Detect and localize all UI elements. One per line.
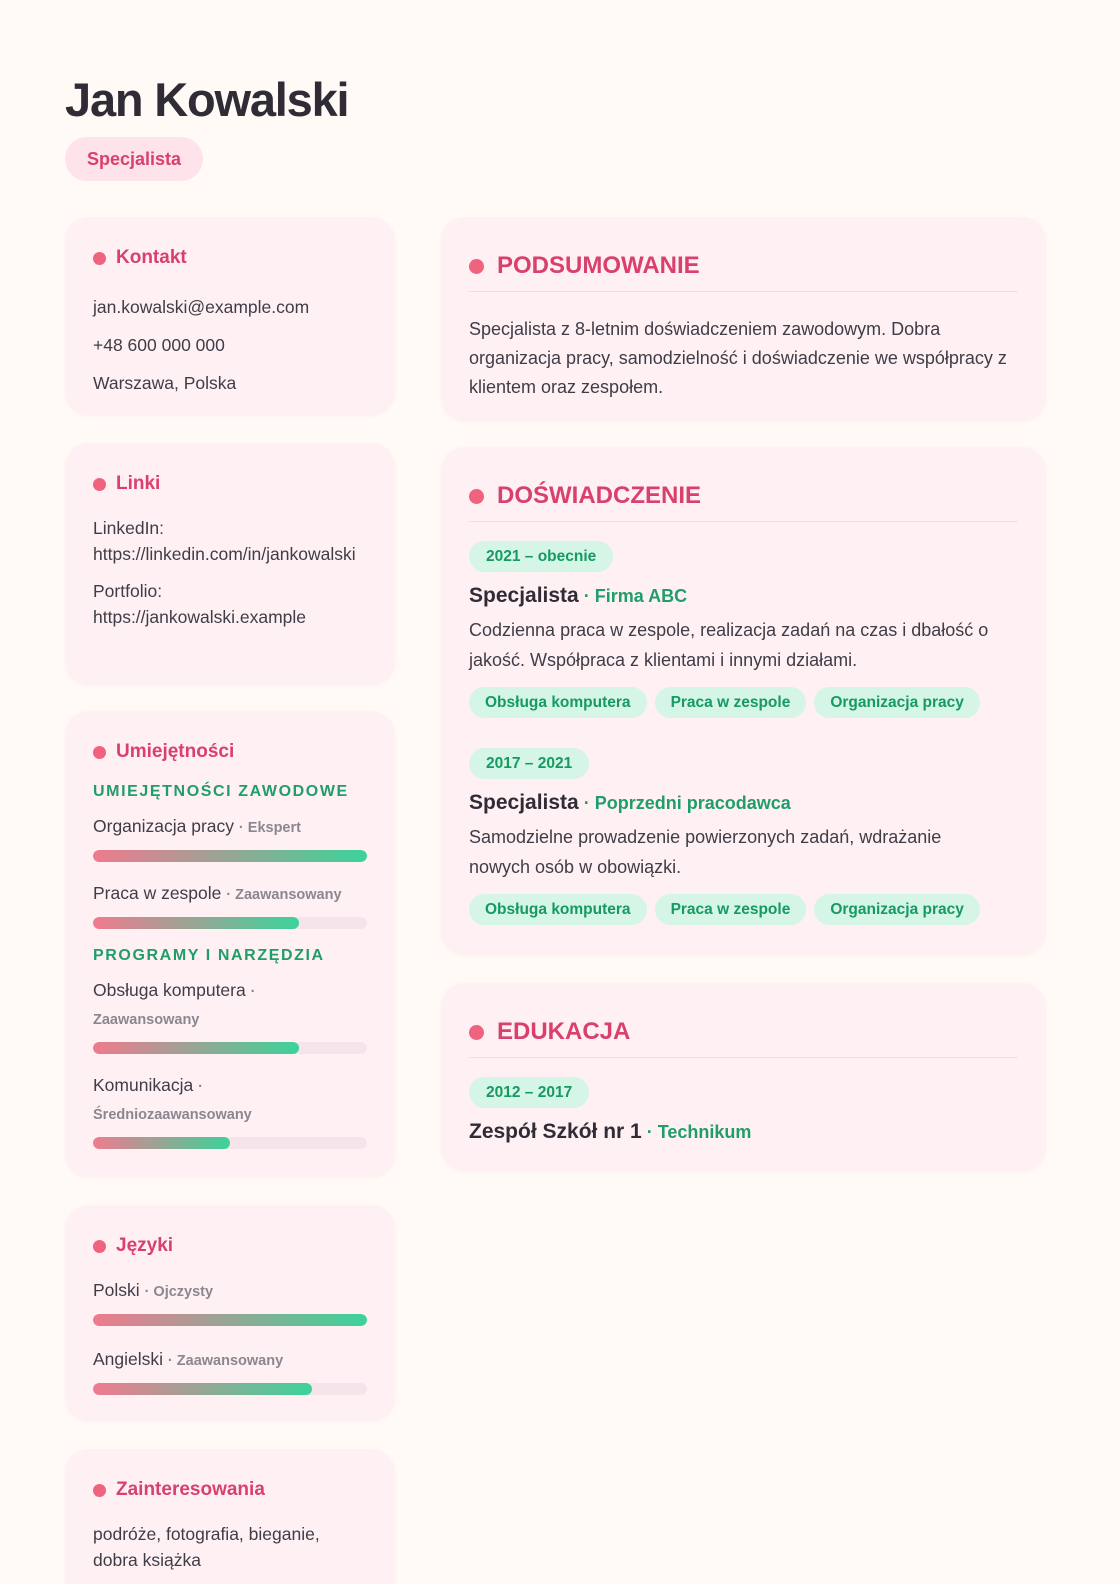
skill-name: Organizacja pracy <box>93 816 235 836</box>
languages-card <box>65 1205 395 1421</box>
skill-level: · Ekspert <box>238 820 301 836</box>
job-position: Specjalista <box>469 584 579 607</box>
divider <box>469 1057 1018 1058</box>
language-level: · Ojczysty <box>144 1284 214 1300</box>
contact-heading <box>93 245 367 271</box>
skill-item <box>93 1072 367 1149</box>
links-card <box>65 443 395 685</box>
interests-heading <box>93 1477 367 1503</box>
education-card <box>441 983 1046 1171</box>
skill-bar-fill <box>93 850 367 862</box>
languages-heading <box>93 1233 367 1259</box>
education-heading-line <box>469 1119 1018 1145</box>
divider <box>469 291 1018 292</box>
language-item <box>93 1277 367 1326</box>
education-type: · Technikum <box>641 1122 752 1142</box>
experience-card <box>441 447 1046 955</box>
skill-bar <box>93 1137 367 1149</box>
summary-heading <box>469 251 1018 281</box>
job-company: · Firma ABC <box>578 586 688 606</box>
job-heading <box>469 790 1018 816</box>
languages-title: Języki <box>116 1235 174 1256</box>
language-name: Angielski <box>93 1349 164 1369</box>
role-badge: Specjalista <box>65 137 203 181</box>
link-url[interactable]: https://linkedin.com/in/jankowalski <box>93 544 356 564</box>
skills-card <box>65 711 395 1177</box>
bullet-dot-icon <box>469 259 484 274</box>
link-linkedin[interactable] <box>93 515 367 567</box>
job-tags <box>469 687 1018 718</box>
skill-bar-fill <box>93 1137 230 1149</box>
job-position: Specjalista <box>469 791 579 814</box>
summary-card <box>441 217 1046 421</box>
bullet-dot-icon <box>469 1025 484 1040</box>
skills-title: Umiejętności <box>116 741 235 762</box>
link-label: LinkedIn: <box>93 518 165 538</box>
summary-text: Specjalista z 8-letnim doświadczeniem zawodowym. Dobra organizacja pracy, samodzielność i doświadczenie we współpracy z klientem oraz zespołem. <box>469 319 1007 397</box>
skill-bar <box>93 850 367 862</box>
skill-item <box>93 977 367 1054</box>
skill-name: Obsługa komputera <box>93 980 246 1000</box>
language-level: · Zaawansowany <box>167 1353 284 1369</box>
bullet-dot-icon <box>469 489 484 504</box>
skill-tag: Organizacja pracy <box>814 894 980 925</box>
language-bar-fill <box>93 1314 367 1326</box>
skill-item <box>93 813 367 862</box>
bullet-dot-icon <box>93 746 106 759</box>
links-title: Linki <box>116 473 161 494</box>
summary-title: PODSUMOWANIE <box>497 252 700 279</box>
skill-bar <box>93 1042 367 1054</box>
interests-card <box>65 1449 395 1584</box>
skill-bar-fill <box>93 1042 299 1054</box>
contact-card <box>65 217 395 415</box>
skill-group-label: UMIEJĘTNOŚCI ZAWODOWE <box>93 783 349 800</box>
language-name: Polski <box>93 1280 140 1300</box>
job-dates: 2017 – 2021 <box>469 748 589 779</box>
job-tags <box>469 894 1018 925</box>
divider <box>469 521 1018 522</box>
bullet-dot-icon <box>93 1484 106 1497</box>
language-bar <box>93 1314 367 1326</box>
job-entry <box>469 541 1018 718</box>
contact-title: Kontakt <box>116 247 187 268</box>
interests-text: podróże, fotografia, bieganie, dobra książka <box>93 1524 320 1570</box>
education-dates: 2012 – 2017 <box>469 1077 589 1108</box>
skill-tag: Praca w zespole <box>655 894 807 925</box>
job-company: · Poprzedni pracodawca <box>578 793 791 813</box>
skill-item <box>93 880 367 929</box>
job-description: Codzienna praca w zespole, realizacja zadań na czas i dbałość o jakość. Współpraca z klientami i innymi działami. <box>469 620 989 670</box>
language-bar-fill <box>93 1383 312 1395</box>
contact-location: Warszawa, Polska <box>93 373 237 393</box>
experience-heading <box>469 481 1018 511</box>
skill-tag: Organizacja pracy <box>814 687 980 718</box>
job-entry <box>469 748 1018 925</box>
bullet-dot-icon <box>93 1240 106 1253</box>
interests-title: Zainteresowania <box>116 1479 265 1500</box>
person-name: Jan Kowalski <box>65 73 349 126</box>
language-bar <box>93 1383 367 1395</box>
link-portfolio[interactable] <box>93 578 367 630</box>
skill-tag: Obsługa komputera <box>469 894 647 925</box>
links-heading <box>93 471 367 497</box>
link-url[interactable]: https://jankowalski.example <box>93 607 307 627</box>
education-school: Zespół Szkół nr 1 <box>469 1120 642 1143</box>
education-entry <box>469 1077 1018 1145</box>
experience-title: DOŚWIADCZENIE <box>497 482 701 509</box>
skill-tag: Praca w zespole <box>655 687 807 718</box>
bullet-dot-icon <box>93 478 106 491</box>
skill-level: · Średniozaawansowany <box>93 1079 252 1123</box>
skill-tag: Obsługa komputera <box>469 687 647 718</box>
job-description: Samodzielne prowadzenie powierzonych zadań, wdrażanie nowych osób w obowiązki. <box>469 827 942 877</box>
skill-level: · Zaawansowany <box>226 887 342 903</box>
education-heading <box>469 1017 1018 1047</box>
skill-name: Praca w zespole <box>93 883 222 903</box>
education-title: EDUKACJA <box>497 1018 631 1045</box>
skill-bar-fill <box>93 917 299 929</box>
contact-email[interactable]: jan.kowalski@example.com <box>93 297 310 317</box>
job-heading <box>469 583 1018 609</box>
skill-level: · Zaawansowany <box>93 984 256 1028</box>
bullet-dot-icon <box>93 252 106 265</box>
skill-name: Komunikacja <box>93 1075 194 1095</box>
job-dates: 2021 – obecnie <box>469 541 613 572</box>
contact-phone[interactable]: +48 600 000 000 <box>93 335 225 355</box>
skill-group-label: PROGRAMY I NARZĘDZIA <box>93 947 325 964</box>
skill-bar <box>93 917 367 929</box>
language-item <box>93 1346 367 1395</box>
link-label: Portfolio: <box>93 581 163 601</box>
skills-heading <box>93 739 367 765</box>
